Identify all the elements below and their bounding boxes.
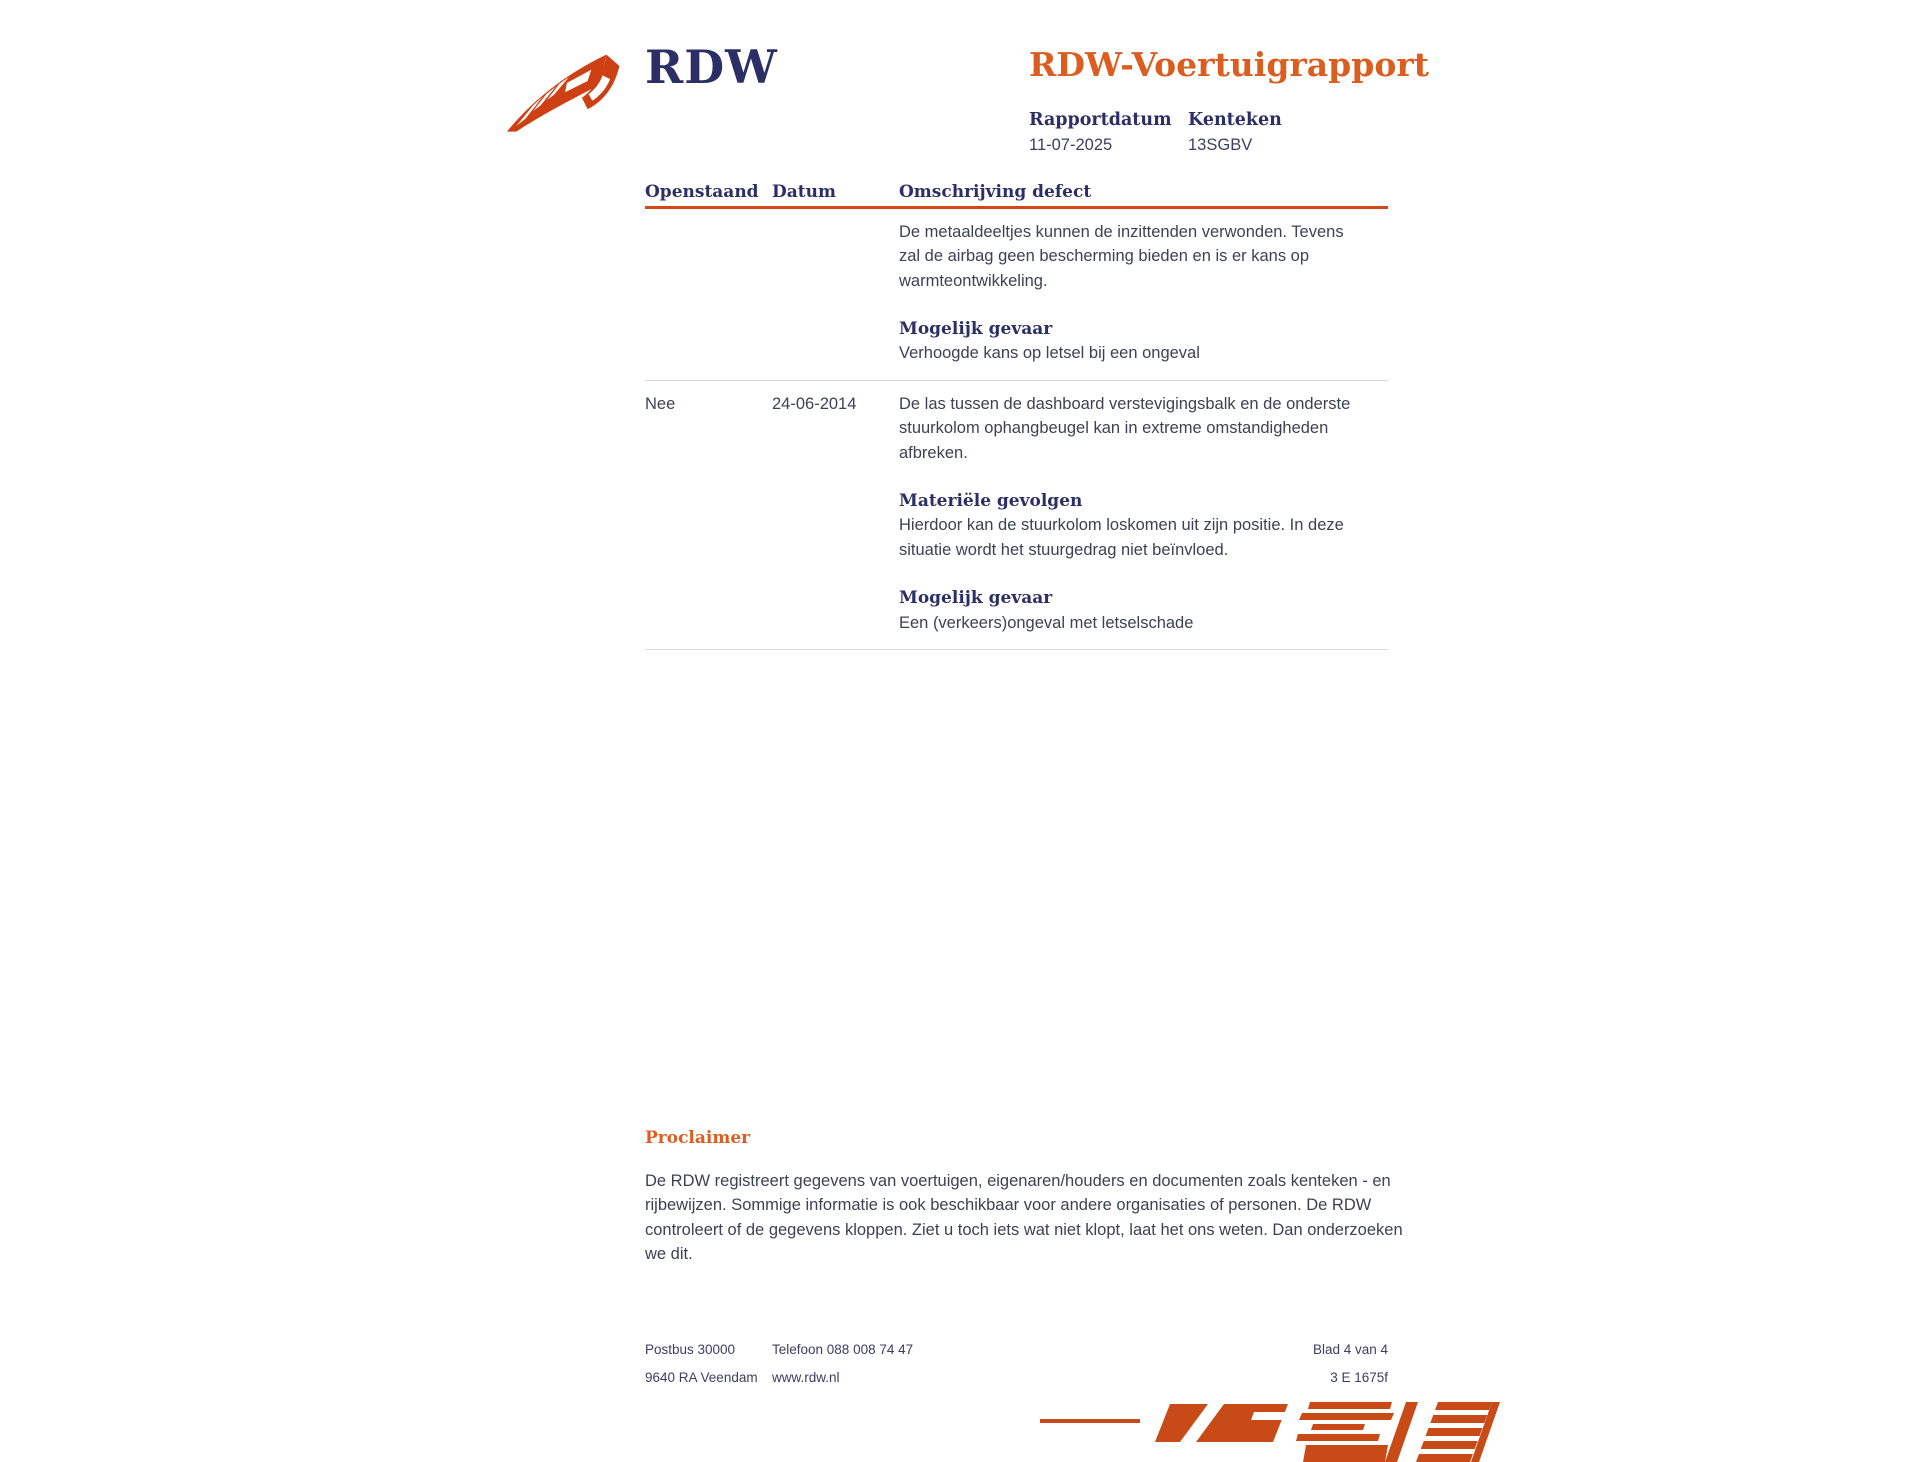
- defect-subheading: Materiële gevolgen: [899, 490, 1083, 511]
- defect-description: De las tussen de dashboard verstevigingsbalk en de onderste stuurkolom ophangbeugel kan in extreme omstandigheden afbreken.: [899, 394, 1351, 462]
- report-header: [1029, 45, 1449, 156]
- column-header-datum: Datum: [772, 182, 836, 202]
- cell-description: [899, 392, 1369, 635]
- report-meta: [1029, 110, 1449, 156]
- license-plate-label: Kenteken: [1188, 110, 1282, 130]
- cell-openstaand: [645, 220, 772, 366]
- table-row: [645, 209, 1388, 381]
- defect-description: Hierdoor kan de stuurkolom loskomen uit zijn positie. In deze situatie wordt het stuurgedrag niet beïnvloed.: [899, 516, 1344, 559]
- footer-address: [645, 1336, 772, 1392]
- defect-subheading: Mogelijk gevaar: [899, 588, 1053, 609]
- page-footer: [645, 1336, 1388, 1392]
- footer-form-code: 3 E 1675f: [1330, 1370, 1388, 1385]
- footer-city: 9640 RA Veendam: [645, 1370, 758, 1385]
- cell-description: [899, 220, 1369, 366]
- defect-description: Verhoogde kans op letsel bij een ongeval: [899, 344, 1200, 363]
- footer-postbus: Postbus 30000: [645, 1342, 736, 1357]
- cell-datum: [772, 220, 899, 366]
- license-plate-value: 13SGBV: [1188, 136, 1253, 154]
- defects-table: [645, 183, 1388, 650]
- rdw-feather-icon: [505, 42, 627, 134]
- footer-page-number: Blad 4 van 4: [1312, 1342, 1388, 1357]
- footer-phone: Telefoon 088 008 74 47: [772, 1342, 914, 1357]
- brand-header: [505, 42, 778, 134]
- cell-datum: 24-06-2014: [772, 394, 857, 413]
- defect-description: Een (verkeers)ongeval met letselschade: [899, 613, 1194, 632]
- proclaimer-section: [645, 1128, 1407, 1267]
- cell-openstaand: Nee: [645, 394, 676, 413]
- column-header-openstaand: Openstaand: [645, 182, 759, 202]
- defects-table-header: [645, 183, 1388, 209]
- report-date-value: 11-07-2025: [1029, 136, 1113, 154]
- rdw-wordmark: RDW: [645, 40, 778, 94]
- rdw-flag-graphic: [1040, 1402, 1500, 1462]
- footer-website: www.rdw.nl: [772, 1370, 840, 1385]
- report-date-label: Rapportdatum: [1029, 110, 1172, 130]
- license-plate-field: [1188, 110, 1282, 156]
- report-date-field: [1029, 110, 1188, 156]
- footer-contact: [772, 1336, 1313, 1392]
- footer-page-info: [1313, 1336, 1388, 1392]
- proclaimer-body: De RDW registreert gegevens van voertuigen, eigenaren/houders en documenten zoals kenteken - en rijbewijzen. Sommige informatie is ook beschikbaar voor andere organisaties of personen. De RDW controleert of de gegevens kloppen. Ziet u toch iets wat niet klopt, laat het ons weten. Dan onderzoeken we dit.: [645, 1172, 1403, 1264]
- column-header-omschrijving: Omschrijving defect: [899, 182, 1092, 202]
- proclaimer-title: Proclaimer: [645, 1128, 751, 1148]
- defect-subheading: Mogelijk gevaar: [899, 318, 1053, 339]
- table-row: [645, 381, 1388, 650]
- report-title: RDW-Voertuigrapport: [1029, 45, 1429, 84]
- defect-description: De metaaldeeltjes kunnen de inzittenden verwonden. Tevens zal de airbag geen bescherming bieden en is er kans op warmteontwikkeling.: [899, 222, 1344, 290]
